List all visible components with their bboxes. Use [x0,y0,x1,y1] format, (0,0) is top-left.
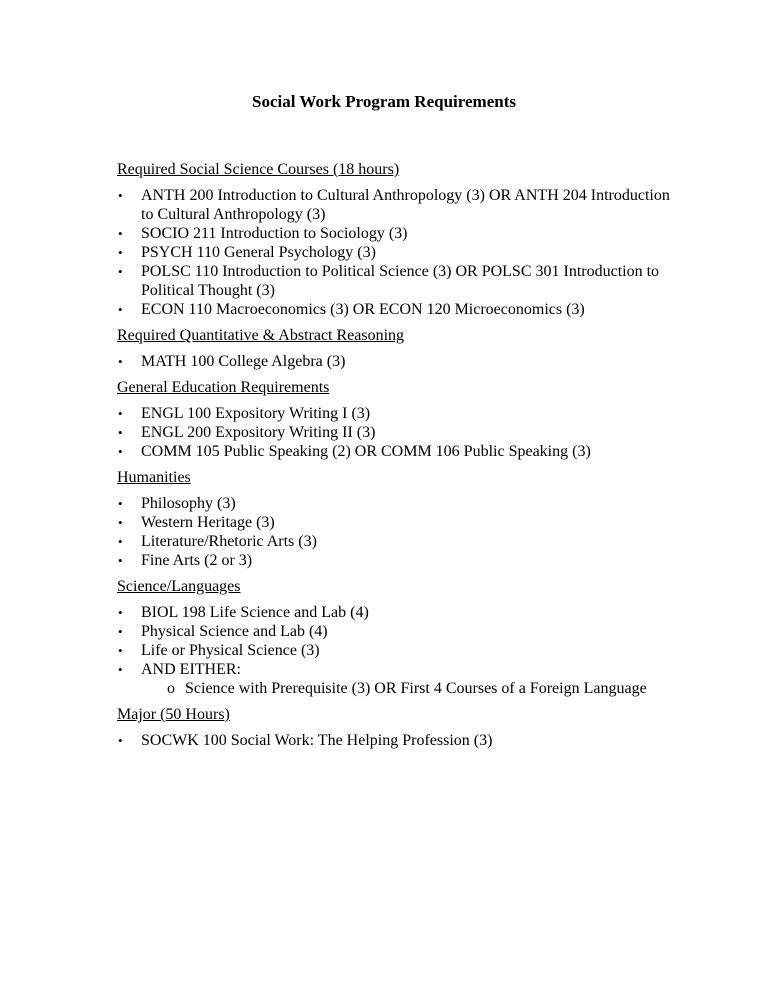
bullet-icon: • [118,425,123,440]
list-item-text: ANTH 200 Introduction to Cultural Anthropology (3) OR ANTH 204 Introduction to Cultural Anthropology (3) [141,187,670,223]
bullet-icon: • [118,245,123,260]
list-item-text: COMM 105 Public Speaking (2) OR COMM 106 Public Speaking (3) [141,443,591,460]
list-item [117,224,677,243]
list-item-text: ENGL 200 Expository Writing II (3) [141,424,376,441]
list-item-text: ECON 110 Macroeconomics (3) OR ECON 120 Microeconomics (3) [141,301,585,318]
section-major [117,705,677,750]
circle-bullet-icon: o [167,680,175,697]
list-item [117,262,677,300]
section-heading: Required Social Science Courses (18 hours) [117,161,400,178]
bullet-icon: • [118,444,123,459]
list-item [117,513,677,532]
section-humanities [117,468,677,570]
list-item [117,243,677,262]
list-item-text: SOCIO 211 Introduction to Sociology (3) [141,225,408,242]
list-item [117,551,677,570]
section-quantitative-reasoning [117,326,677,371]
bullet-icon: • [118,496,123,511]
sub-list-item-text: Science with Prerequisite (3) OR First 4 Courses of a Foreign Language [185,680,647,697]
course-list [117,494,677,570]
list-item-text: AND EITHER: [141,661,241,678]
course-list [117,731,677,750]
course-list [117,186,677,319]
bullet-icon: • [118,553,123,568]
list-item [117,442,677,461]
list-item-text: MATH 100 College Algebra (3) [141,353,346,370]
list-item-text: SOCWK 100 Social Work: The Helping Profession (3) [141,732,493,749]
document-body [117,160,677,757]
bullet-icon: • [118,188,123,203]
list-item-text: PSYCH 110 General Psychology (3) [141,244,376,261]
bullet-icon: • [118,406,123,421]
section-heading: Major (50 Hours) [117,706,230,723]
list-item [117,660,677,698]
course-list [117,352,677,371]
bullet-icon: • [118,534,123,549]
list-item-text: Literature/Rhetoric Arts (3) [141,533,317,550]
list-item-text: POLSC 110 Introduction to Political Science (3) OR POLSC 301 Introduction to Political Thought (3) [141,263,660,299]
list-item-text: Western Heritage (3) [141,514,275,531]
bullet-icon: • [118,624,123,639]
list-item-text: ENGL 100 Expository Writing I (3) [141,405,371,422]
section-heading: Humanities [117,469,191,486]
list-item [117,622,677,641]
bullet-icon: • [118,302,123,317]
page-title: Social Work Program Requirements [252,92,516,111]
list-item-text: Fine Arts (2 or 3) [141,552,253,569]
bullet-icon: • [118,733,123,748]
list-item-text: Philosophy (3) [141,495,236,512]
list-item [117,186,677,224]
section-science-languages [117,577,677,698]
bullet-icon: • [118,226,123,241]
bullet-icon: • [118,605,123,620]
bullet-icon: • [118,643,123,658]
list-item [117,532,677,551]
bullet-icon: • [118,515,123,530]
list-item-text: BIOL 198 Life Science and Lab (4) [141,604,369,621]
section-general-education [117,378,677,461]
sub-list [141,679,677,698]
list-item [117,404,677,423]
section-heading: Science/Languages [117,578,241,595]
bullet-icon: • [118,662,123,677]
list-item [117,603,677,622]
section-social-science [117,160,677,319]
sub-list-item [141,679,677,698]
list-item [117,423,677,442]
list-item [117,641,677,660]
list-item [117,494,677,513]
course-list [117,404,677,461]
bullet-icon: • [118,354,123,369]
list-item [117,731,677,750]
list-item-text: Life or Physical Science (3) [141,642,320,659]
course-list [117,603,677,698]
section-heading: General Education Requirements [117,379,330,396]
list-item-text: Physical Science and Lab (4) [141,623,328,640]
section-heading: Required Quantitative & Abstract Reasoning [117,327,405,344]
list-item [117,352,677,371]
bullet-icon: • [118,264,123,279]
list-item [117,300,677,319]
